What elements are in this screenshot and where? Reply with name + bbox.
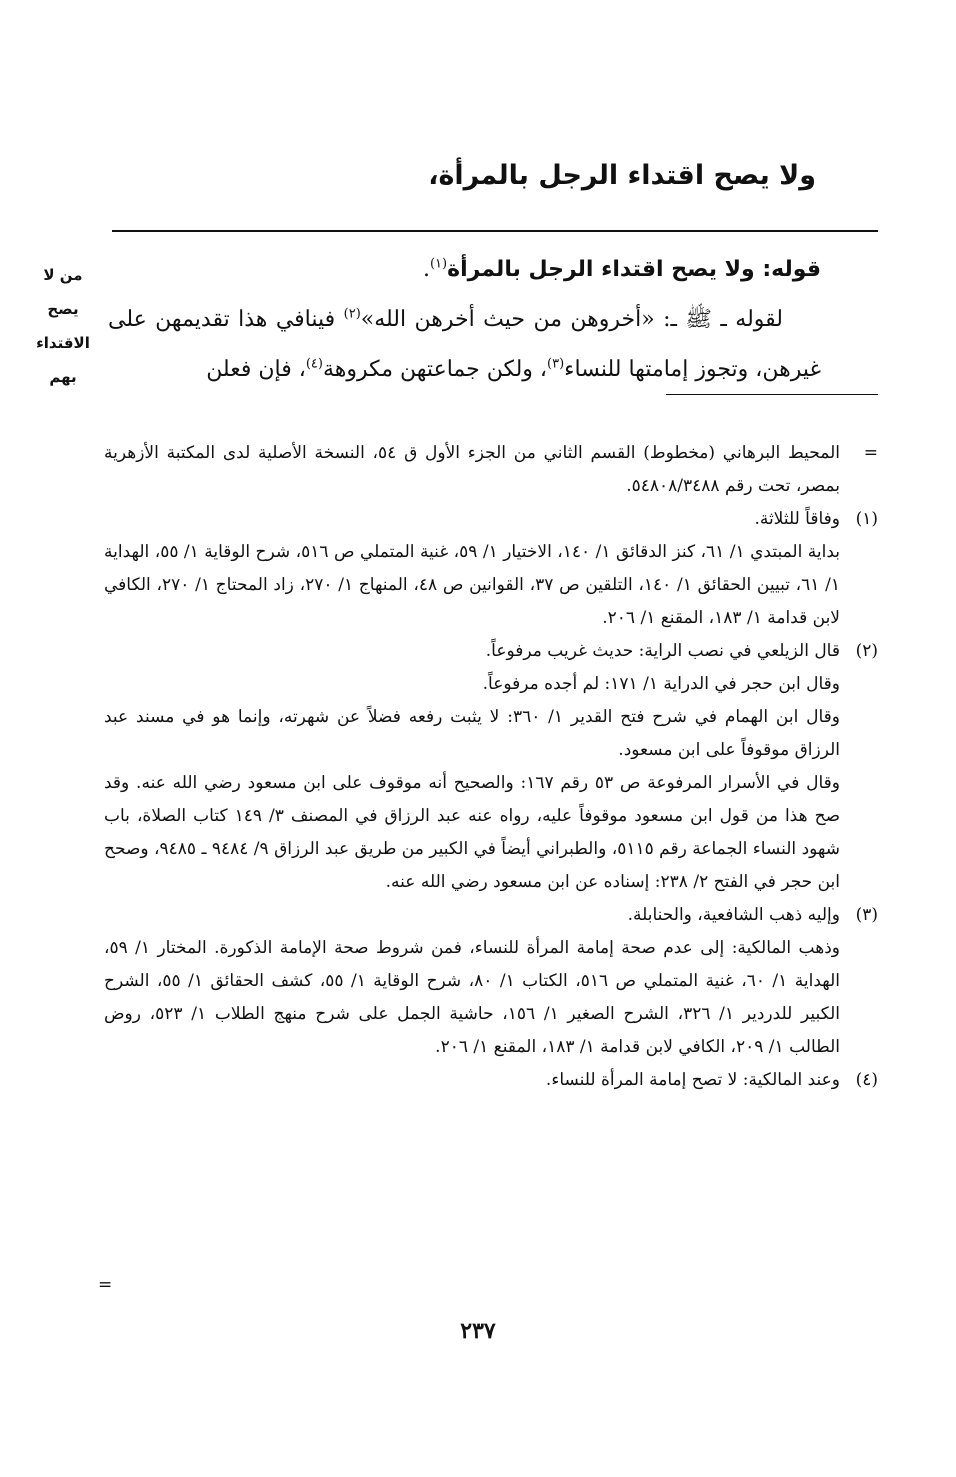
body-segment: فينافي هذا تقديمهن على غيرهن، وتجوز إمامتها للنساء: [108, 307, 821, 382]
footnote-separator: [666, 394, 878, 395]
footnote-text: وإليه ذهب الشافعية، والحنابلة.: [627, 905, 840, 925]
lead-phrase: قوله: ولا يصح اقتداء الرجل بالمرأة: [447, 257, 821, 282]
margin-note-line: من لا: [43, 266, 83, 284]
footnote-ref: (٢): [343, 306, 361, 322]
footnote-text: وعند المالكية: لا تصح إمامة المرأة للنساء.: [545, 1070, 840, 1090]
footnote-ref: (٤): [305, 356, 323, 372]
footnote-text: وقال ابن الهمام في شرح فتح القدير ١/ ٣٦٠: لا يثبت رفعه فضلاً عن شهرته، وإنما هو في مسند عبد الرزاق موقوفاً على ابن مسعود.: [104, 707, 840, 760]
footnote: [104, 899, 878, 1064]
footnote-text: بداية المبتدي ١/ ٦١، كنز الدقائق ١/ ١٤٠، الاختيار ١/ ٥٩، غنية المتملي ص ٥١٦، شرح الوقاية ١/ ٥٥، الهداية ١/ ٦١، تبيين الحقائق ١/ ١٤٠، التلقين ص ٣٧، القوانين ص ٤٨، المنهاج ١/ ٢٧٠، زاد المحتاج ١/ ٢٧٠، الكافي لابن قدامة ١/ ١٨٣، المقنع ١/ ٢٠٦.: [104, 542, 841, 628]
body-paragraph: [108, 295, 821, 395]
footnote-number: =: [863, 443, 878, 463]
margin-note: [28, 258, 98, 394]
lead-paragraph: [108, 245, 821, 295]
footnote: [104, 1064, 878, 1097]
footnote-ref: (١): [429, 256, 448, 272]
continuation-mark: =: [98, 1275, 113, 1295]
main-text: [108, 245, 821, 395]
page-number: ٢٣٧: [460, 1318, 496, 1344]
margin-note-line: يصح: [47, 300, 79, 318]
margin-note-line: بهم: [49, 368, 77, 386]
footnote-number: (٤): [855, 1070, 878, 1090]
body-segment: ، ولكن جماعتهن مكروهة: [322, 357, 548, 382]
footnote: [104, 635, 878, 899]
footnotes: [104, 437, 878, 1097]
lead-end: .: [422, 257, 430, 282]
footnote: [104, 437, 878, 503]
footnote-text: قال الزيلعي في نصب الراية: حديث غريب مرفوعاً.: [485, 641, 840, 661]
footnote-ref: (٣): [547, 356, 565, 372]
footnote-text: المحيط البرهاني (مخطوط) القسم الثاني من الجزء الأول ق ٥٤، النسخة الأصلية لدى المكتبة الأزهرية بمصر، تحت رقم ٥٤٨٠٨/٣٤٨٨.: [104, 443, 840, 496]
body-segment: لقوله ـ ﷺ ـ: «أخروهن من حيث أخرهن الله»: [360, 307, 783, 332]
footnote-number: (١): [855, 509, 878, 529]
footnote-text: وفاقاً للثلاثة.: [754, 509, 840, 529]
running-head: ولا يصح اقتداء الرجل بالمرأة،: [428, 160, 816, 191]
footnote-text: وقال ابن حجر في الدراية ١/ ١٧١: لم أجده مرفوعاً.: [482, 674, 840, 694]
header-rule: [112, 230, 878, 232]
footnote: [104, 503, 878, 635]
footnote-number: (٢): [855, 641, 878, 661]
footnote-text: وذهب المالكية: إلى عدم صحة إمامة المرأة للنساء، فمن شروط صحة الإمامة الذكورة. المختار ١/ ٥٩، الهداية ١/ ٦٠، غنية المتملي ص ٥١٦، الكتاب ١/ ٨٠، شرح الوقاية ١/ ٥٥، كشف الحقائق ١/ ٥٥، الشرح الكبير للدردير ١/ ٣٢٦، الشرح الصغير ١/ ١٥٦، حاشية الجمل على شرح منهج الطلاب ١/ ٥٢٣، روض الطالب ١/ ٢٠٩، الكافي لابن قدامة ١/ ١٨٣، المقنع ١/ ٢٠٦.: [104, 938, 840, 1057]
margin-note-line: الاقتداء: [36, 334, 90, 352]
footnote-text: وقال في الأسرار المرفوعة ص ٥٣ رقم ١٦٧: والصحيح أنه موقوف على ابن مسعود رضي الله عنه. وقد صح هذا من قول ابن مسعود موقوفاً عليه، رواه عنه عبد الرزاق في المصنف ٣/ ١٤٩ كتاب الصلاة، باب شهود النساء الجماعة رقم ٥١١٥، والطبراني أيضاً في الكبير من طريق عبد الرزاق ٩/ ٩٤٨٤ ـ ٩٤٨٥، وصحح ابن حجر في الفتح ٢/ ٢٣٨: إسناده عن ابن مسعود رضي الله عنه.: [104, 773, 841, 892]
body-segment: ، فإن فعلن: [206, 357, 306, 382]
footnote-number: (٣): [855, 905, 878, 925]
